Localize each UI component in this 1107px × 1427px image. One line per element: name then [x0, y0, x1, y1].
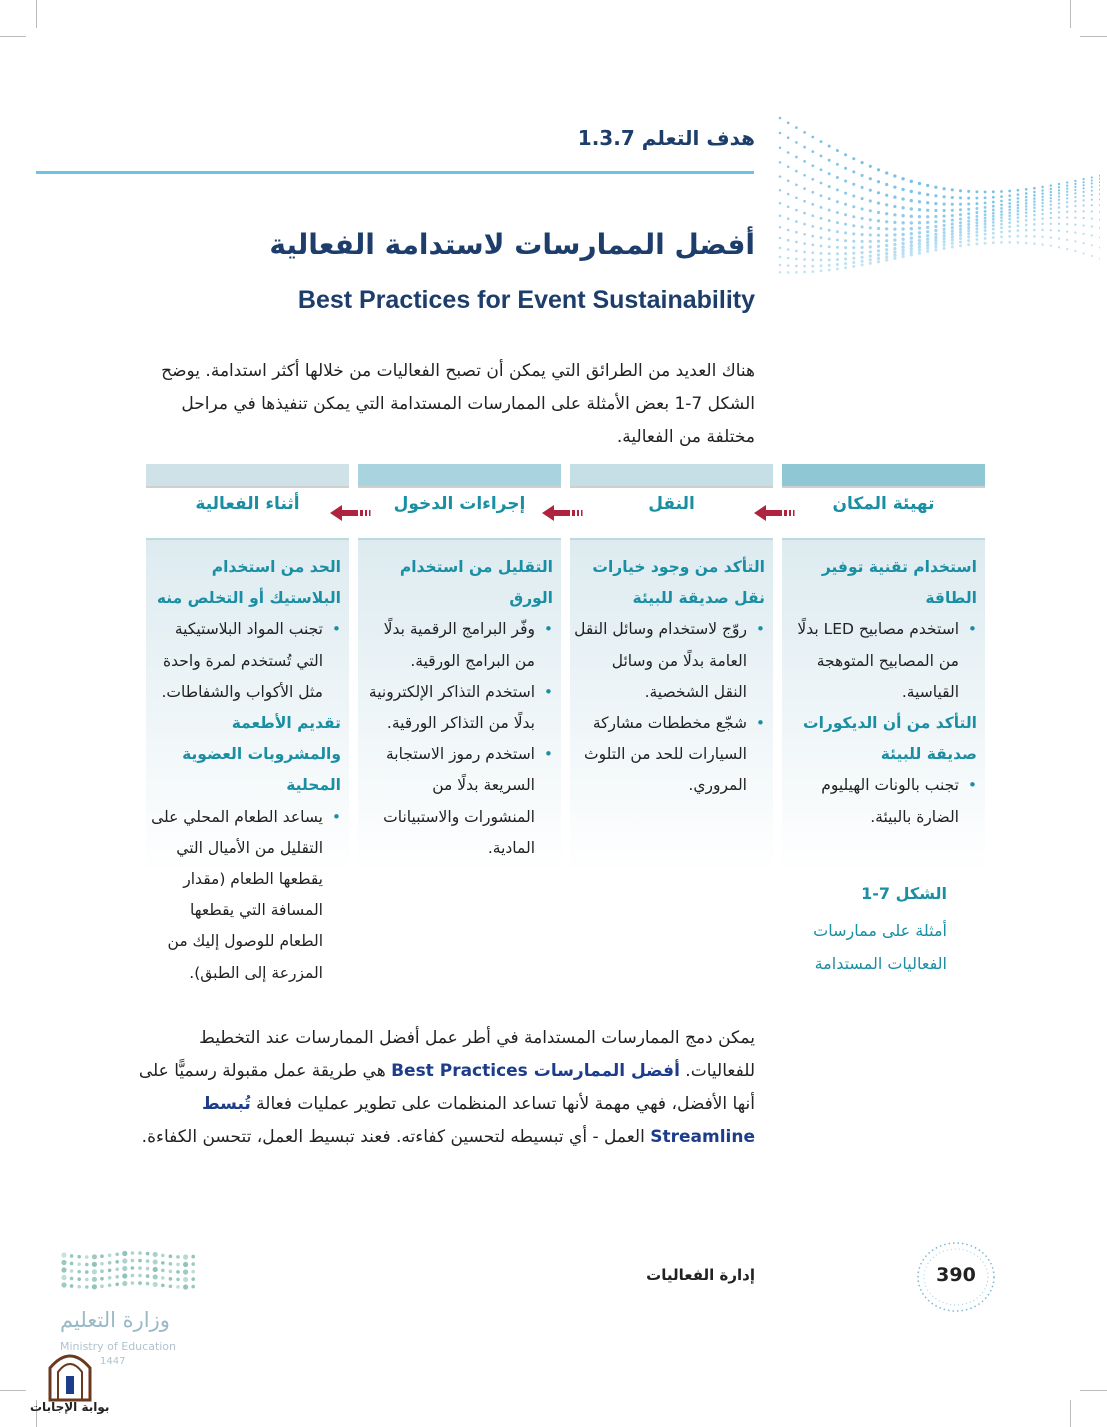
practice-item: • روّج لاستخدام وسائل النقل العامة بدلًا من وسائل النقل الشخصية.	[574, 614, 747, 708]
practice-list	[362, 614, 553, 864]
intro-paragraph: هناك العديد من الطرائق التي يمكن أن تصبح الفعاليات من خلالها أكثر استدامة. يوضح الشكل 7-1 بعض الأمثلة على الممارسات المستدامة التي يمكن تنفيذها في مراحل مختلفة من الفعالية.	[161, 361, 755, 447]
practice-heading: استخدام تقنية توفير الطاقة	[821, 558, 977, 608]
book-title: إدارة الفعاليات	[646, 1266, 755, 1284]
crop-mark	[1080, 1390, 1107, 1391]
practice-item: • يساعد الطعام المحلي على التقليل من الأميال التي يقطعها الطعام (مقدار المسافة التي يقطعها الطعام للوصول إليك من المزرعة إلى الطبق).	[150, 802, 323, 989]
paragraph-text: هي طريقة عمل مقبولة رسميًّا على أنها الأفضل، فهي مهمة لأنها تساعد المنظمات على تطوير عمليات فعالة	[138, 1061, 755, 1114]
body-paragraph	[135, 1022, 755, 1154]
stage-title: تهيئة المكان	[832, 494, 935, 514]
paragraph-text: يمكن دمج الممارسات المستدامة في أطر عمل أفضل الممارسات عند التخطيط للفعاليات.	[199, 1028, 755, 1081]
practice-item: • وفّر البرامج الرقمية بدلًا من البرامج الورقية.	[362, 614, 535, 676]
practice-list	[150, 614, 341, 708]
flow-arrow-icon	[330, 505, 374, 521]
ministry-logo-icon	[60, 1250, 200, 1292]
crop-mark	[1080, 36, 1107, 37]
practice-list	[574, 614, 765, 801]
header-rule	[36, 171, 754, 174]
flow-arrow-icon	[542, 505, 586, 521]
stage-title: النقل	[648, 494, 695, 514]
practice-heading: الحد من استخدام البلاستيك أو التخلص منه	[156, 558, 341, 608]
page-number: 390	[936, 1264, 976, 1286]
crop-mark	[0, 1390, 26, 1391]
stage-color-bar	[570, 464, 773, 488]
practice-item: • تجنب بالونات الهيليوم الضارة بالبيئة.	[786, 770, 959, 832]
crop-mark	[0, 36, 26, 37]
stage-title: إجراءات الدخول	[393, 494, 526, 514]
crop-mark	[36, 0, 37, 28]
practice-list	[786, 614, 977, 708]
practice-heading: التأكد من وجود خيارات نقل صديقة للبيئة	[592, 558, 765, 608]
stage-content	[574, 552, 765, 802]
ministry-name-arabic: وزارة التعليم	[60, 1308, 170, 1332]
crop-mark	[1070, 1400, 1071, 1427]
keyword-best-practices: أفضل الممارسات Best Practices	[391, 1061, 680, 1081]
section-title-english: Best Practices for Event Sustainability	[297, 286, 755, 314]
practice-heading: تقديم الأطعمة والمشروبات العضوية المحلية	[182, 714, 341, 795]
practice-list	[786, 770, 977, 832]
stage-title: أثناء الفعالية	[195, 494, 300, 514]
practice-item: • استخدم رموز الاستجابة السريعة بدلًا من المنشورات والاستبيانات المادية.	[362, 739, 535, 864]
stage-color-bar	[782, 464, 985, 488]
practice-heading: التقليل من استخدام الورق	[399, 558, 553, 608]
answers-portal-logo-icon	[40, 1346, 100, 1402]
practice-item: • استخدم مصابيح LED بدلًا من المصابيح المتوهجة القياسية.	[786, 614, 959, 708]
learning-objective-label: هدف التعلم 1.3.7	[577, 126, 755, 150]
flow-arrow-icon	[754, 505, 798, 521]
paragraph-text: العمل - أي تبسيطه لتحسين كفاءته. فعند تبسيط العمل، تتحسن الكفاءة.	[141, 1127, 651, 1147]
ministry-name-english: Ministry of Education	[60, 1340, 177, 1353]
figure-caption: أمثلة على ممارسات الفعاليات المستدامة	[813, 921, 947, 973]
decorative-wave-graphic	[760, 88, 1100, 318]
stage-content	[150, 552, 341, 989]
practice-heading: التأكد من أن الديكورات صديقة للبيئة	[803, 714, 977, 764]
stage-color-bar	[146, 464, 349, 488]
practice-list	[150, 802, 341, 989]
crop-mark	[1070, 0, 1071, 28]
stage-content	[362, 552, 553, 864]
practice-item: • شجّع مخططات مشاركة السيارات للحد من التلوث المروري.	[574, 708, 747, 802]
ministry-year: 1447	[100, 1356, 126, 1367]
practice-item: • تجنب المواد البلاستيكية التي تُستخدم لمرة واحدة مثل الأكواب والشفاطات.	[150, 614, 323, 708]
stage-content	[786, 552, 977, 833]
answers-portal-label: بوابة الإجابات	[30, 1400, 110, 1414]
stage-color-bar	[358, 464, 561, 488]
figure-number: الشكل 7-1	[861, 884, 947, 903]
section-title-arabic: أفضل الممارسات لاستدامة الفعالية	[269, 228, 755, 261]
keyword-streamline: تُبسط Streamline	[201, 1094, 755, 1147]
practice-item: • استخدم التذاكر الإلكترونية بدلًا من التذاكر الورقية.	[362, 677, 535, 739]
